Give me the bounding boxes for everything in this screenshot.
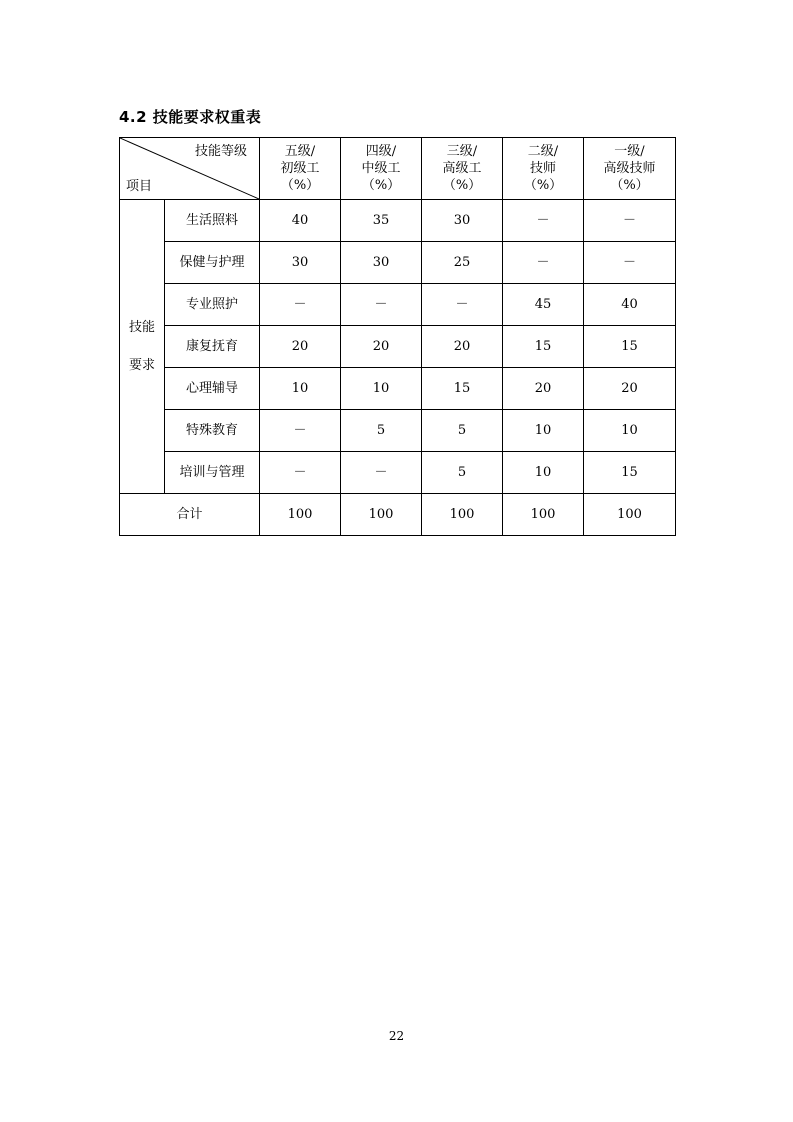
weight-cell: 30 (422, 200, 503, 242)
weight-cell: 30 (260, 242, 341, 284)
weight-cell: 40 (260, 200, 341, 242)
table-row (120, 326, 676, 368)
table-row (120, 368, 676, 410)
weight-cell: 5 (422, 452, 503, 494)
corner-top-label: 技能等级 (194, 144, 247, 159)
weight-cell: 20 (503, 368, 584, 410)
weight-cell: 10 (341, 368, 422, 410)
weight-cell: 45 (503, 284, 584, 326)
total-row (120, 494, 676, 536)
header-row (120, 138, 676, 200)
total-cell: 100 (260, 494, 341, 536)
weight-cell: － (503, 200, 584, 242)
weight-cell: 15 (422, 368, 503, 410)
item-name: 培训与管理 (165, 452, 260, 494)
level-header-line: （%） (523, 178, 563, 193)
level-header-line: 初级工 (280, 161, 320, 176)
weight-cell: － (503, 242, 584, 284)
level-header-line: 高级技师 (603, 161, 656, 176)
total-cell: 100 (503, 494, 584, 536)
total-label: 合计 (120, 494, 260, 536)
level-header-line: 高级工 (442, 161, 482, 176)
level-header-line: （%） (361, 178, 401, 193)
level-header-line: 四级/ (365, 144, 397, 159)
weight-cell: 5 (422, 410, 503, 452)
item-name: 康复抚育 (165, 326, 260, 368)
weight-cell: 20 (260, 326, 341, 368)
weight-cell: 30 (341, 242, 422, 284)
table-row (120, 200, 676, 242)
table-row (120, 452, 676, 494)
weight-cell: 15 (584, 452, 676, 494)
table-row (120, 242, 676, 284)
total-cell: 100 (584, 494, 676, 536)
level-header-line: 一级/ (614, 144, 645, 159)
corner-bottom-label: 项目 (126, 179, 153, 194)
level-header-2 (503, 138, 584, 200)
group-label-cell (120, 200, 165, 494)
level-header-line: 三级/ (446, 144, 478, 159)
total-cell: 100 (341, 494, 422, 536)
section-title: 4.2 技能要求权重表 (119, 108, 262, 126)
weight-cell: 10 (503, 452, 584, 494)
item-name: 心理辅导 (165, 368, 260, 410)
weight-cell: 20 (584, 368, 676, 410)
weight-cell: 20 (422, 326, 503, 368)
weight-cell: － (260, 284, 341, 326)
weight-cell: 10 (584, 410, 676, 452)
item-name: 特殊教育 (165, 410, 260, 452)
weight-cell: 40 (584, 284, 676, 326)
level-header-line: 二级/ (527, 144, 559, 159)
table-row (120, 284, 676, 326)
level-header-line: （%） (280, 178, 320, 193)
weight-cell: 5 (341, 410, 422, 452)
level-header-3 (422, 138, 503, 200)
weight-cell: － (260, 452, 341, 494)
level-header-4 (341, 138, 422, 200)
weight-cell: 10 (260, 368, 341, 410)
weight-cell: 15 (584, 326, 676, 368)
weight-cell: 20 (341, 326, 422, 368)
corner-header-cell (120, 138, 260, 200)
table-row (120, 410, 676, 452)
weight-cell: － (584, 242, 676, 284)
weight-cell: － (584, 200, 676, 242)
item-name: 保健与护理 (165, 242, 260, 284)
total-cell: 100 (422, 494, 503, 536)
group-label-line: 要求 (128, 357, 155, 373)
level-header-line: 五级/ (284, 144, 316, 159)
skill-weight-table (119, 137, 676, 536)
page-number: 22 (388, 1029, 405, 1043)
weight-cell: － (260, 410, 341, 452)
item-name: 专业照护 (165, 284, 260, 326)
group-label-line: 技能 (128, 319, 155, 335)
weight-cell: － (341, 452, 422, 494)
item-name: 生活照料 (165, 200, 260, 242)
weight-cell: － (341, 284, 422, 326)
level-header-line: 中级工 (361, 161, 401, 176)
level-header-line: （%） (442, 178, 482, 193)
weight-cell: 35 (341, 200, 422, 242)
weight-cell: 15 (503, 326, 584, 368)
weight-cell: 10 (503, 410, 584, 452)
weight-cell: － (422, 284, 503, 326)
weight-cell: 25 (422, 242, 503, 284)
level-header-line: 技师 (529, 161, 556, 176)
level-header-line: （%） (610, 178, 649, 193)
level-header-5 (260, 138, 341, 200)
level-header-1 (584, 138, 676, 200)
